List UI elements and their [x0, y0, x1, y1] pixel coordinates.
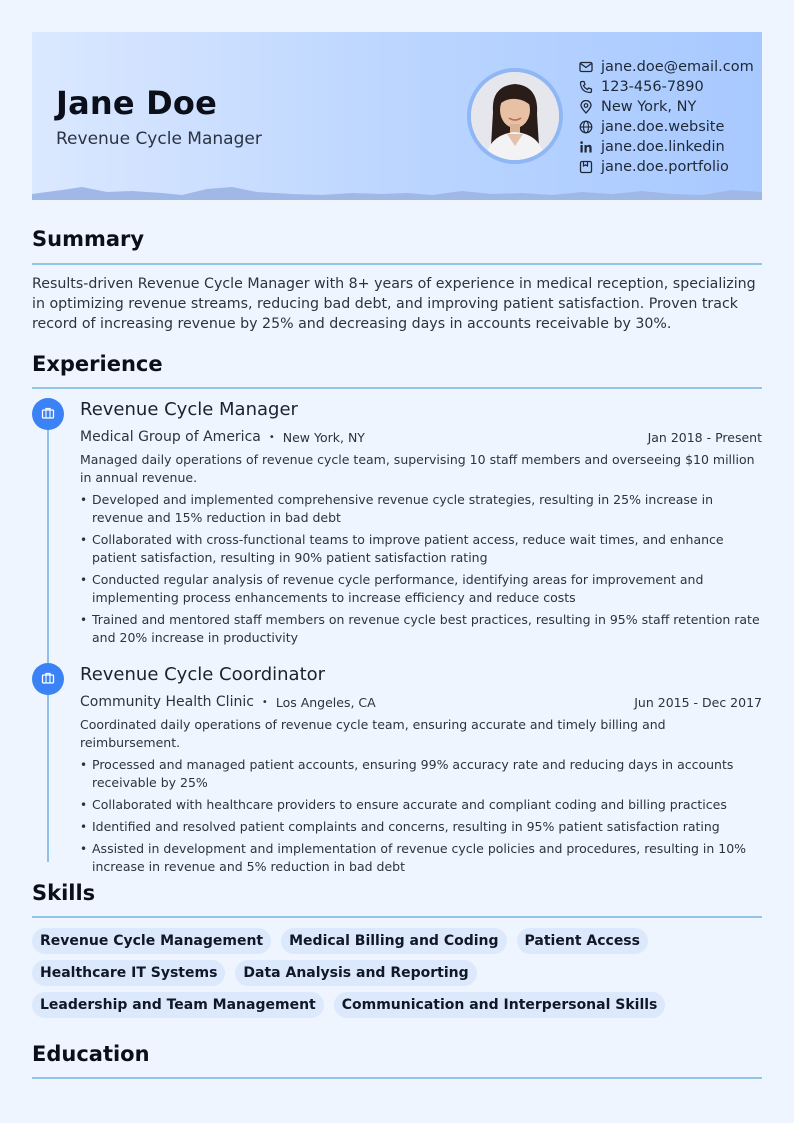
section-title-education: Education	[32, 1042, 150, 1066]
job-location: Los Angeles, CA	[275, 694, 376, 710]
skill-chip: Leadership and Team Management	[32, 992, 324, 1018]
location-icon	[579, 100, 593, 114]
contact-email[interactable]	[579, 57, 754, 77]
job-bullet: • Assisted in development and implementation of revenue cycle policies and procedures, resulting in 10% increase in revenue and 5% reduction in bad debt	[80, 840, 762, 876]
experience-entry	[80, 399, 762, 651]
separator-dot: •	[268, 431, 275, 443]
job-bullet: • Collaborated with cross-functional teams to improve patient access, reduce wait times, and enhance patient satisfaction, resulting in 90% patient satisfaction rating	[80, 531, 762, 567]
contact-portfolio[interactable]	[579, 157, 754, 177]
contact-phone-text: 123-456-7890	[601, 79, 704, 95]
job-title: Revenue Cycle Coordinator	[80, 664, 326, 685]
timeline-marker	[32, 663, 64, 695]
contact-location	[579, 97, 754, 117]
contact-email-text: jane.doe@email.com	[601, 59, 754, 75]
contact-website[interactable]	[579, 117, 754, 137]
contact-phone[interactable]	[579, 77, 754, 97]
section-divider	[32, 1077, 762, 1079]
job-bullet: • Developed and implemented comprehensive revenue cycle strategies, resulting in 25% increase in revenue and 15% reduction in bad debt	[80, 491, 762, 527]
job-meta	[80, 690, 762, 714]
resume-header	[32, 32, 762, 200]
timeline-marker	[32, 398, 64, 430]
separator-dot: •	[261, 696, 268, 708]
skill-chip: Healthcare IT Systems	[32, 960, 225, 986]
contact-linkedin-text: jane.doe.linkedin	[601, 139, 725, 155]
section-title-summary: Summary	[32, 227, 145, 251]
job-title: Revenue Cycle Manager	[80, 399, 298, 420]
section-divider	[32, 263, 762, 265]
skills-list	[32, 928, 772, 1018]
mail-icon	[579, 60, 593, 74]
job-bullet: • Conducted regular analysis of revenue cycle performance, identifying areas for improvement and implementing process enhancements to increase efficiency and reduce costs	[80, 571, 762, 607]
company-name: Medical Group of America	[80, 429, 261, 445]
job-bullet: • Collaborated with healthcare providers to ensure accurate and compliant coding and billing practices	[80, 796, 762, 814]
section-divider	[32, 916, 762, 918]
header-wave-decoration	[32, 184, 762, 200]
job-bullet: • Identified and resolved patient complaints and concerns, resulting in 95% patient satisfaction rating	[80, 818, 762, 836]
section-title-skills: Skills	[32, 881, 96, 905]
skill-chip: Communication and Interpersonal Skills	[334, 992, 666, 1018]
globe-icon	[579, 120, 593, 134]
contact-location-text: New York, NY	[601, 99, 697, 115]
candidate-name: Jane Doe	[56, 84, 217, 122]
contact-linkedin[interactable]	[579, 137, 754, 157]
contact-portfolio-text: jane.doe.portfolio	[601, 159, 729, 175]
section-title-experience: Experience	[32, 352, 163, 376]
briefcase-icon	[41, 670, 55, 689]
job-bullets	[80, 491, 762, 647]
avatar-ring	[467, 68, 563, 164]
job-bullet: • Processed and managed patient accounts, ensuring 99% accuracy rate and reducing days in accounts receivable by 25%	[80, 756, 762, 792]
job-location: New York, NY	[282, 429, 365, 445]
skill-chip: Medical Billing and Coding	[281, 928, 506, 954]
skill-chip: Data Analysis and Reporting	[235, 960, 476, 986]
phone-icon	[579, 80, 593, 94]
linkedin-icon	[579, 140, 593, 154]
timeline-line	[47, 406, 49, 862]
job-bullet: • Trained and mentored staff members on revenue cycle best practices, resulting in 95% staff retention rate and 20% increase in productivity	[80, 611, 762, 647]
job-dates: Jan 2018 - Present	[647, 429, 762, 445]
job-meta	[80, 425, 762, 449]
summary-text: Results-driven Revenue Cycle Manager with 8+ years of experience in medical reception, specializing in optimizing revenue streams, reducing bad debt, and improving patient satisfaction. Proven track record of increasing revenue by 25% and decreasing days in accounts receivable by 30%.	[32, 276, 756, 332]
job-dates: Jun 2015 - Dec 2017	[634, 694, 762, 710]
experience-entry	[80, 664, 762, 880]
skill-chip: Patient Access	[517, 928, 648, 954]
candidate-title: Revenue Cycle Manager	[56, 129, 262, 149]
job-description: Coordinated daily operations of revenue cycle team, ensuring accurate and timely billing and reimbursement.	[80, 717, 666, 750]
contact-list	[579, 57, 754, 177]
job-bullets	[80, 756, 762, 876]
portfolio-icon	[579, 160, 593, 174]
briefcase-icon	[41, 405, 55, 424]
section-divider	[32, 387, 762, 389]
contact-website-text: jane.doe.website	[601, 119, 725, 135]
company-name: Community Health Clinic	[80, 694, 254, 710]
avatar	[471, 72, 559, 160]
skill-chip: Revenue Cycle Management	[32, 928, 271, 954]
job-description: Managed daily operations of revenue cycle team, supervising 10 staff members and overseeing $10 million in annual revenue.	[80, 452, 755, 485]
